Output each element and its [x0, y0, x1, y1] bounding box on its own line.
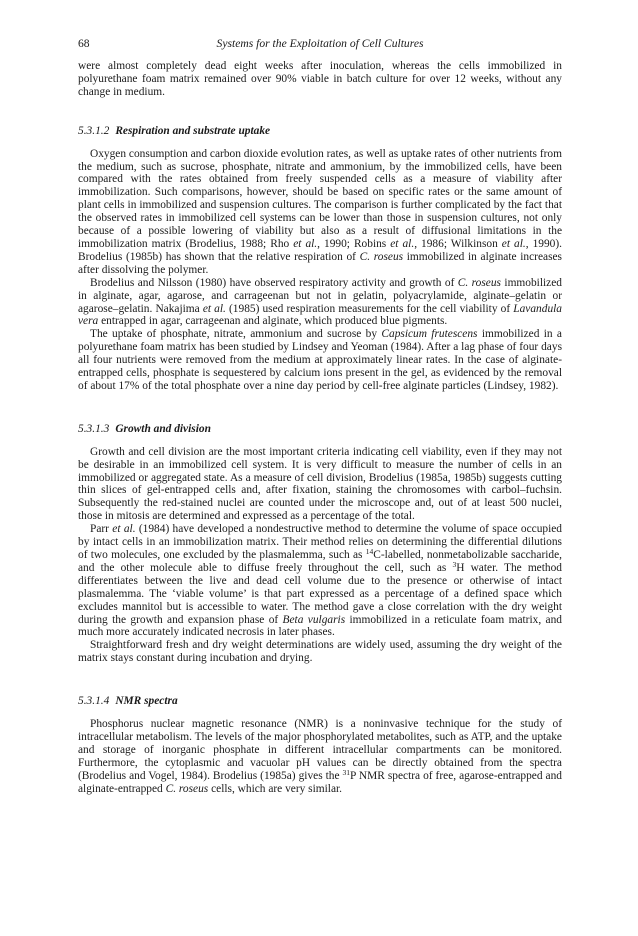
section-title: Growth and division: [115, 422, 211, 435]
growth-paragraph-1: Growth and cell division are the most important criteria indicating cell viability, even if they may not be desirable in an immobilized cell system. It is very difficult to measure the number of cells in an immobilized or aggregated state. As a measure of cell division, Brodelius (1985a, 1985b) suggests cutting thin slices of gel-entrapped cells and, after fixation, staining the chromosomes with carbol–fuchsin. Subsequently the red-stained nuclei are counted under the microscope and, out of at least 500 nuclei, those in mitosis are determined and expressed as a percentage of the total.: [78, 445, 562, 523]
growth-paragraph-3: Straightforward fresh and dry weight determinations are widely used, assuming the dry weight of the matrix stays constant during incubation and drying.: [78, 639, 562, 665]
section-title: NMR spectra: [115, 695, 178, 708]
respiration-paragraph-1: Oxygen consumption and carbon dioxide evolution rates, as well as uptake rates of other nutrients from the medium, such as sucrose, phosphate, nitrate and ammonium, by the immobilized cells, have been compared with the rates obtained from freely suspended cells as a measure of viability after immobilization. Such comparisons, however, should be based on specific rates or the same amount of plant cells in immobilized and suspension cultures. The comparison is further complicated by the fact that the observed rates in immobilized cell systems can be lower than those in suspension cultures, not only because of a possible lowering of viability but also as a result of diffusional limitations in the immobilization matrix (Brodelius, 1988; Rho et al., 1990; Robins et al., 1986; Wilkinson et al., 1990). Brodelius (1985b) has shown that the relative respiration of C. roseus immobilized in alginate increases after dissolving the polymer.: [78, 147, 563, 276]
intro-paragraph: were almost completely dead eight weeks after inoculation, whereas the cells immobilized in polyurethane foam matrix remained over 90% viable in batch culture for over 12 weeks, without any change in medium.: [78, 60, 562, 98]
section-heading-nmr: [78, 695, 562, 708]
section-heading-growth: [78, 423, 562, 436]
respiration-paragraph-3: The uptake of phosphate, nitrate, ammonium and sucrose by Capsicum frutescens immobilized in a polyurethane foam matrix has been studied by Lindsey and Yeoman (1984). After a lag phase of four days all four nutrients were removed from the medium at approximately linear rates. In the case of alginate-entrapped cells, phosphate is sequestered by calcium ions present in the gel, as evidenced by the removal of about 17% of the total phosphate over a nine day period by cell-free alginate particles (Lindsey, 1982).: [78, 328, 562, 392]
section-title: Respiration and substrate uptake: [115, 124, 271, 137]
growth-paragraph-2: Parr et al. (1984) have developed a nondestructive method to determine the volume of space occupied by intact cells in an immobilization matrix. Their method relies on determining the differential dilutions of two molecules, one excluded by the plasmalemma, such as $^{14}$C-labelled, nonmetabolizable saccharide, and the other molecule able to diffuse freely throughout the cell, such as $^3$H water. The method differentiates between the live and dead cell volume due to the presence or otherwise of intact plasmalemma. The ‘viable volume’ is that part expressed as a percentage of a defined space which excludes mannitol but is accessible to water. The method gave a close correlation with the dry weight during the growth and expansion phase of Beta vulgaris immobilized in a reticulate foam matrix, and much more accurately indicated necrosis in later phases.: [78, 523, 562, 639]
page-number: 68: [78, 37, 90, 50]
book-page: [78, 38, 562, 796]
section-heading-respiration: [78, 125, 562, 138]
respiration-paragraph-2: Brodelius and Nilsson (1980) have observed respiratory activity and growth of C. roseus immobilized in alginate, agar, agarose, and carrageenan but not in gelatin, polyacrylamide, alginate–gelatin or agarose–gelatin. Nakajima et al. (1985) used respiration measurements for the cell viability of Lavandula vera entrapped in agar, carrageenan and alginate, which produced blue pigments.: [78, 276, 562, 328]
section-number: 5.3.1.2: [78, 124, 110, 137]
section-number: 5.3.1.4: [78, 695, 110, 708]
running-header: [78, 38, 562, 52]
section-number: 5.3.1.3: [78, 422, 110, 435]
nmr-paragraph-1: Phosphorus nuclear magnetic resonance (NMR) is a noninvasive technique for the study of intracellular metabolism. The levels of the major phosphorylated metabolites, such as ATP, and the uptake and storage of inorganic phosphate in different intracellular compartments can be monitored. Furthermore, the cytoplasmic and vacuolar pH values can be directly obtained from the spectra (Brodelius and Vogel, 1984). Brodelius (1985a) gives the $^{31}$P NMR spectra of free, agarose-entrapped and alginate-entrapped C. roseus cells, which are very similar.: [78, 718, 562, 795]
running-title: Systems for the Exploitation of Cell Cultures: [216, 37, 424, 50]
